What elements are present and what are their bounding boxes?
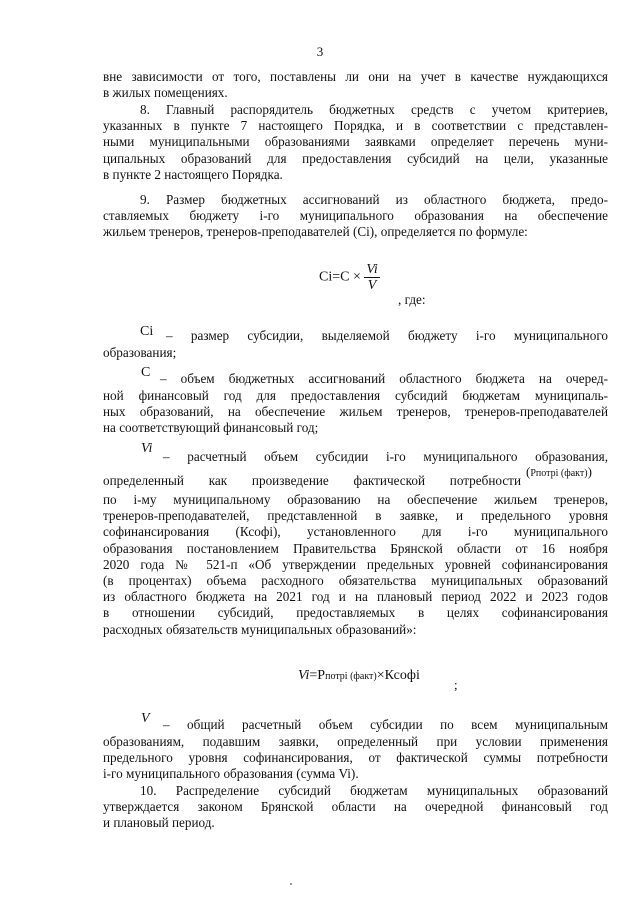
text-line: вне зависимости от того, поставлены ли они на учет в качестве нуждающихся bbox=[103, 69, 608, 84]
text-line: указанных в пункте 7 настоящего Порядка, и в соответствии с представлен- bbox=[103, 118, 608, 134]
def-c-first bbox=[160, 371, 608, 387]
text-line: (в процентах) объема расходного обязательства муниципальных образований bbox=[103, 573, 608, 589]
text-line: 9. Размер бюджетных ассигнований из областного бюджета, предо- bbox=[140, 192, 608, 207]
text-line: ными муниципальными образованиями заявками определяет перечень муни- bbox=[103, 134, 608, 150]
text-line: предельного уровня софинансирования, от фактической суммы потребности bbox=[103, 750, 608, 766]
text-line: образования; bbox=[103, 345, 177, 360]
text-line: – общий расчетный объем субсидии по всем муниципальным bbox=[163, 717, 608, 732]
paragraph-intro bbox=[103, 69, 608, 101]
text-line: на соответствующий финансовый год; bbox=[103, 420, 319, 436]
text-line: по i-му муниципальному образованию на обеспечение жильем тренеров, bbox=[103, 492, 608, 507]
text-line: ставляемых бюджету i-го муниципального образования на обеспечение bbox=[103, 208, 608, 224]
text-line: – расчетный объем субсидии i-го муниципального образования, bbox=[163, 449, 608, 464]
text-line: i-го муниципального образования (сумма Vi). bbox=[103, 766, 359, 782]
symbol-vi: Vi bbox=[141, 441, 153, 456]
text-line: ципальных образований для предоставления субсидий на цели, указанные bbox=[103, 150, 608, 166]
symbol-ci: Ci bbox=[140, 324, 154, 339]
def-c-rest bbox=[103, 388, 608, 437]
text-line: – размер субсидии, выделяемой бюджету i-го муниципального bbox=[166, 328, 608, 343]
text-line: – объем бюджетных ассигнований областного бюджета на очеред- bbox=[160, 371, 608, 386]
text-line: утверждается законом Брянской области на очередной финансовый год bbox=[103, 799, 608, 815]
text-line: образованиям, подавшим заявки, определенный при условии применения bbox=[103, 734, 608, 749]
inline-formula-p: (Pпотрi (факт)) bbox=[526, 464, 592, 479]
formula-rhs: Ксофi bbox=[384, 668, 420, 683]
text-line: , где: bbox=[398, 292, 426, 307]
text-line: в отношении субсидий, предоставляемых в целях софинансирования bbox=[103, 605, 608, 621]
text-line: ных образований, на обеспечение жильем тренеров, тренеров-преподавателей bbox=[103, 404, 608, 420]
inline-formula-text: Pпотрi (факт) bbox=[530, 468, 588, 479]
text-line: расходных обязательств муниципальных образований»: bbox=[103, 621, 417, 637]
text-line: образования постановлением Правительства Брянской области от 16 ноября bbox=[103, 540, 608, 556]
def-vi-first bbox=[163, 449, 608, 465]
page-number: 3 bbox=[316, 44, 324, 59]
formula-fraction bbox=[364, 262, 379, 293]
paragraph-8 bbox=[103, 102, 608, 183]
text-line: тренеров-преподавателей, представленной в заявке, и предельного уровня bbox=[103, 508, 608, 524]
formula-eq: =P bbox=[309, 668, 326, 683]
text-line: в жилых помещениях. bbox=[103, 85, 228, 101]
def-v-first bbox=[163, 717, 608, 733]
symbol-v: V bbox=[141, 711, 150, 726]
text-line: и плановый период. bbox=[103, 815, 215, 831]
text-line: в пункте 2 настоящего Порядка. bbox=[103, 166, 283, 182]
formula-lhs: Vi bbox=[298, 668, 310, 683]
formula-suffix bbox=[398, 292, 458, 308]
formula-sub: потрi (факт) bbox=[325, 671, 377, 682]
formula-times: × bbox=[376, 668, 385, 683]
def-v-rest bbox=[103, 734, 608, 783]
text-line: софинансирования (Ксофi), установленного для i-го муниципального bbox=[103, 524, 608, 540]
paragraph-10 bbox=[103, 783, 608, 832]
text-line: из областного бюджета на 2021 год и на плановый период 2022 и 2023 годов bbox=[103, 589, 608, 605]
def-vi-rest bbox=[103, 492, 608, 638]
text-line: определенный как произведение фактической потребности bbox=[103, 473, 521, 488]
paragraph-9 bbox=[103, 192, 608, 241]
formula-lhs: Ci=C bbox=[319, 269, 350, 285]
fraction-numerator: Vi bbox=[366, 262, 378, 277]
fraction-denominator: V bbox=[367, 278, 377, 293]
text-line: 8. Главный распорядитель бюджетных средств с учетом критериев, bbox=[140, 102, 608, 117]
formula-times: × bbox=[352, 269, 361, 285]
scan-speck bbox=[290, 883, 292, 885]
def-ci-rest bbox=[103, 345, 608, 361]
formula-vi bbox=[298, 668, 420, 684]
text-line: 2020 года № 521-п «Об утверждении предельных уровней софинансирования bbox=[103, 556, 608, 572]
symbol-c: C bbox=[141, 365, 151, 380]
text-line: жильем тренеров, тренеров-преподавателей (Ci), определяется по формуле: bbox=[103, 224, 528, 240]
formula-ci bbox=[319, 262, 380, 293]
formula-semicolon: ; bbox=[454, 677, 458, 692]
def-vi-second bbox=[103, 473, 521, 489]
def-ci-first bbox=[166, 328, 608, 344]
text-line: ной финансовый год для предоставления субсидий бюджетам муниципаль- bbox=[103, 388, 608, 403]
text-line: 10. Распределение субсидий бюджетам муниципальных образований bbox=[140, 783, 608, 798]
